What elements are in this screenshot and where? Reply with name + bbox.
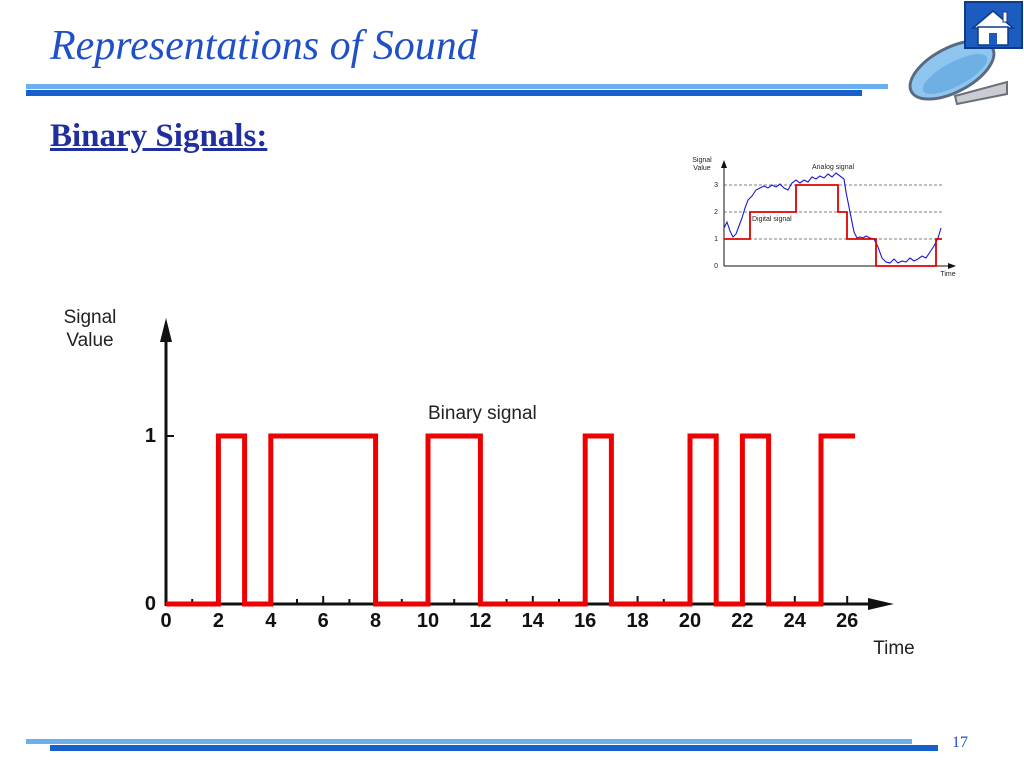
chart-series [166, 436, 855, 604]
home-button[interactable] [895, 0, 1024, 110]
small-x-axis-label: Time [940, 271, 956, 278]
binary-signal-line [166, 436, 855, 604]
y-axis-arrow-icon [160, 318, 172, 342]
small-y-tick-2: 2 [714, 209, 718, 216]
x-tick-label: 14 [521, 610, 544, 632]
x-axis-arrow-icon [868, 598, 894, 610]
small-y-tick-1: 1 [714, 236, 718, 243]
binary-signal-chart [40, 296, 940, 676]
small-y-tick-3: 3 [714, 182, 718, 189]
x-tick-labels [160, 610, 858, 632]
small-y-arrow-icon [721, 160, 727, 168]
x-tick-label: 12 [469, 610, 492, 632]
page-number: 17 [952, 734, 968, 751]
digital-signal-label: Digital signal [752, 216, 792, 223]
small-y-axis-label-line2: Value [693, 165, 711, 172]
x-tick-label: 0 [160, 610, 172, 632]
y-tick-label: 0 [144, 593, 156, 615]
section-heading: Binary Signals: [50, 118, 268, 154]
analog-signal-label: Analog signal [812, 164, 855, 171]
x-tick-label: 24 [783, 610, 806, 632]
x-tick-label: 20 [678, 610, 702, 632]
slide-title: Representations of Sound [50, 23, 478, 69]
small-y-tick-0: 0 [714, 263, 718, 270]
analog-digital-figure [686, 152, 962, 280]
x-tick-label: 10 [416, 610, 440, 632]
title-divider-dark [26, 90, 862, 96]
y-tick-labels [145, 425, 156, 615]
x-tick-label: 22 [731, 610, 754, 632]
x-tick-label: 6 [317, 610, 329, 632]
y-axis-label-line2: Value [66, 330, 114, 351]
small-y-axis-label-line1: Signal [692, 157, 712, 164]
title-divider-light [26, 84, 888, 89]
x-tick-label: 18 [626, 610, 649, 632]
y-tick-label: 1 [144, 425, 156, 447]
small-x-arrow-icon [948, 263, 956, 269]
x-tick-label: 8 [370, 610, 382, 632]
x-tick-label: 26 [836, 610, 859, 632]
x-tick-label: 16 [574, 610, 597, 632]
x-axis-label: Time [873, 638, 915, 659]
x-tick-label: 2 [212, 610, 224, 632]
chart-annotation: Binary signal [428, 403, 537, 424]
digital-signal-line [724, 185, 942, 266]
footer-divider-light [26, 739, 912, 744]
small-y-tick-labels [714, 182, 718, 270]
footer-divider-dark [50, 745, 938, 751]
y-axis-label-line1: Signal [63, 307, 117, 328]
x-tick-label: 4 [265, 610, 277, 632]
